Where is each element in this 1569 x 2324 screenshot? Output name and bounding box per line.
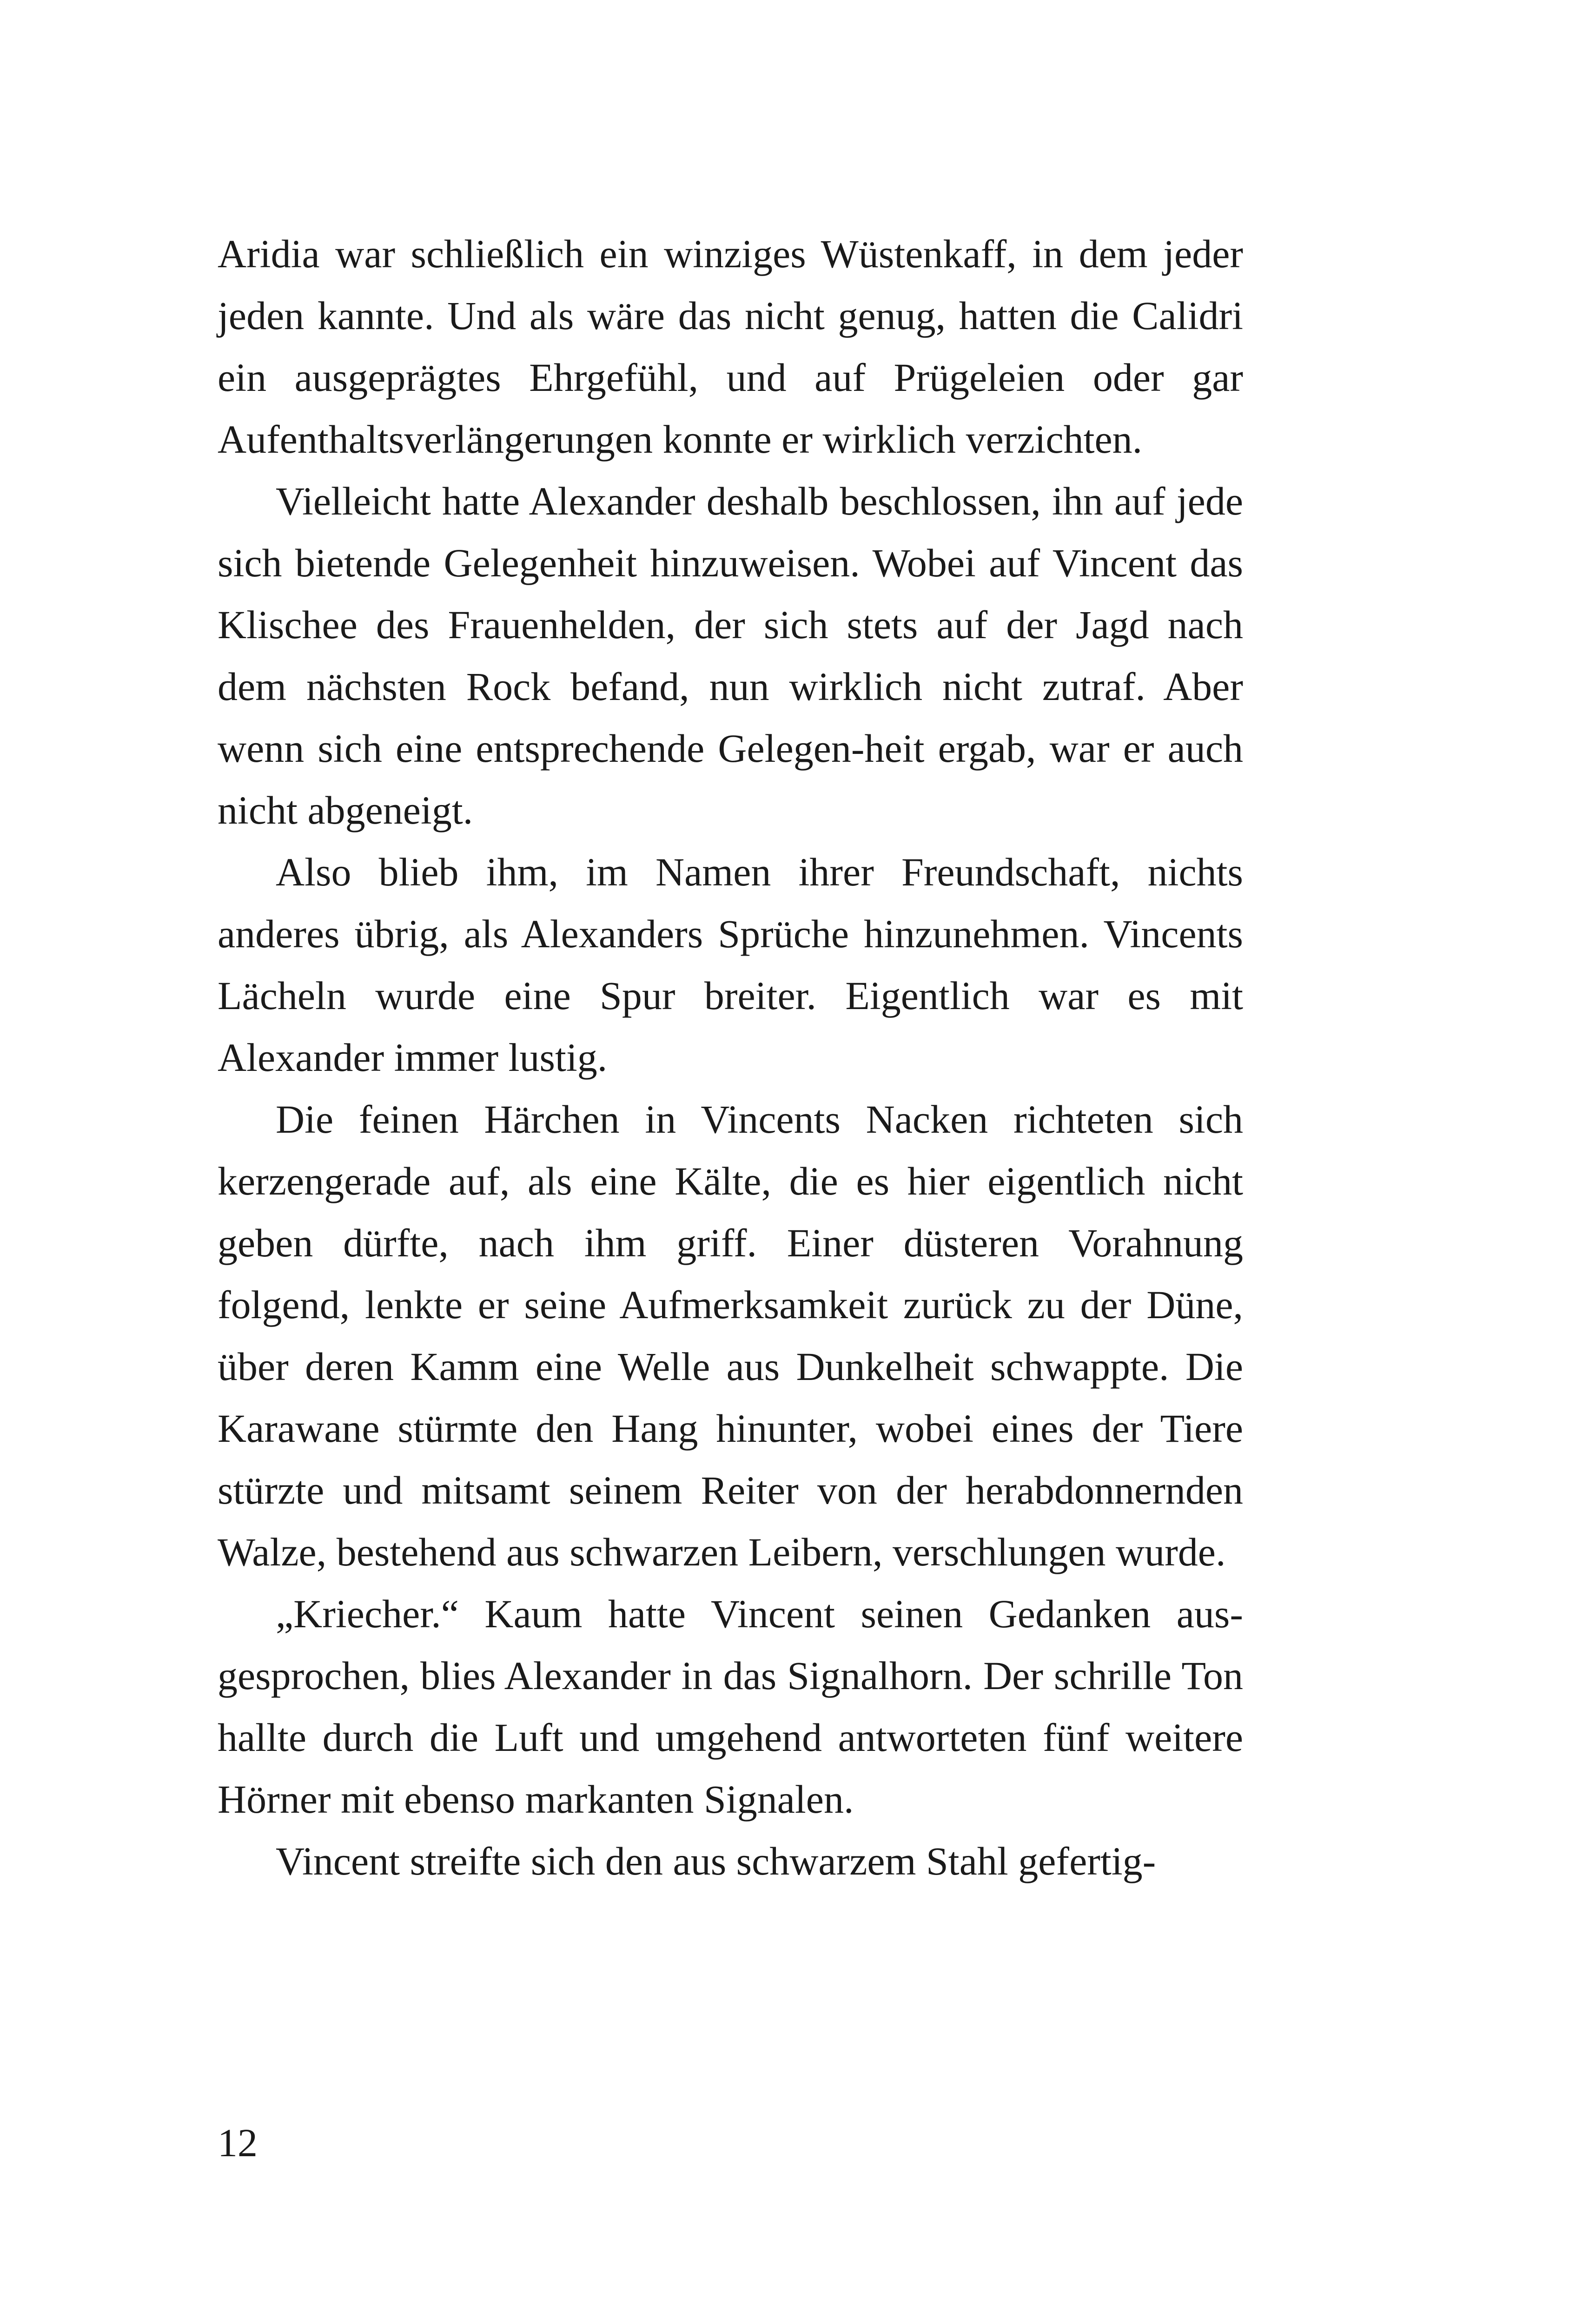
paragraph-1 xyxy=(218,223,1243,470)
text-line: Aridia war schließlich ein winziges Wüstenkaff, in dem xyxy=(218,231,1148,276)
text-line: wobei eines der Tiere stürzte und mitsamt seinem Reiter xyxy=(218,1406,1243,1512)
text-line: geben dürfte, nach ihm griff. Einer düsteren Vorahnung xyxy=(218,1221,1243,1265)
paragraph-3 xyxy=(218,841,1243,1089)
text-line: gesprochen, blies Alexander in das Signalhorn. Der schrille xyxy=(218,1653,1172,1698)
text-line: Leibern, verschlungen wurde. xyxy=(748,1530,1226,1574)
text-line: kerzengerade auf, als eine Kälte, die es hier eigentlich nicht xyxy=(218,1159,1243,1203)
text-line: der Jagd nach dem nächsten Rock befand, nun wirklich xyxy=(218,602,1243,709)
text-line: Ton hallte durch die Luft und umgehend antworteten fünf xyxy=(218,1653,1243,1760)
text-line: anderes übrig, als Alexanders Sprüche hinzunehmen. xyxy=(218,911,1089,956)
text-line: weitere Hörner mit ebenso markanten Signalen. xyxy=(218,1715,1244,1822)
text-line: die Calidri ein ausgeprägtes Ehrgefühl, und auf Prügeleien xyxy=(218,293,1244,400)
text-line: es mit Alexander immer lustig. xyxy=(218,973,1244,1080)
paragraph-5 xyxy=(218,1583,1243,1830)
text-line: Also blieb ihm, im Namen ihrer Freundschaft, nichts xyxy=(276,850,1243,894)
text-line: Düne, über deren Kamm eine Welle aus Dunkelheit xyxy=(218,1282,1244,1389)
text-line: oder gar Aufenthaltsverlängerungen konnte er wirklich xyxy=(218,355,1243,462)
text-line: jeder jeden kannte. Und als wäre das nicht genug, hatten xyxy=(218,231,1243,338)
paragraph-6 xyxy=(218,1830,1243,1892)
text-line: folgend, lenkte er seine Aufmerksamkeit zurück zu der xyxy=(218,1282,1132,1327)
paragraph-2 xyxy=(218,470,1243,841)
text-line: Vincent streifte sich den aus schwarzem Stahl gefertig- xyxy=(276,1839,1156,1883)
text-line: verzichten. xyxy=(966,417,1143,462)
text-line: jede sich bietende Gelegenheit hinzuweisen. Wobei auf xyxy=(218,479,1243,585)
text-line: Vincents Lächeln wurde eine Spur breiter. Eigentlich war xyxy=(218,911,1244,1018)
text-line: „Kriecher.“ Kaum hatte Vincent seinen Gedanken aus- xyxy=(276,1591,1243,1636)
text-line: Die feinen Härchen in Vincents Nacken richteten sich xyxy=(276,1097,1243,1142)
page-number: 12 xyxy=(218,2120,258,2165)
text-line: schwappte. Die Karawane stürmte den Hang hinunter, xyxy=(218,1344,1243,1451)
body-text xyxy=(218,223,1243,1892)
paragraph-4 xyxy=(218,1089,1243,1583)
text-line: von der herabdonnernden Walze, bestehend aus schwarzen xyxy=(218,1468,1244,1574)
text-line: Vincent das Klischee des Frauenhelden, der sich stets auf xyxy=(218,541,1243,647)
text-line: Vielleicht hatte Alexander deshalb beschlossen, ihn auf xyxy=(276,479,1165,523)
text-line: heit ergab, war er auch nicht abgeneigt. xyxy=(218,726,1243,832)
text-line: nicht zutraf. Aber wenn sich eine entsprechende Gelegen- xyxy=(218,664,1243,771)
